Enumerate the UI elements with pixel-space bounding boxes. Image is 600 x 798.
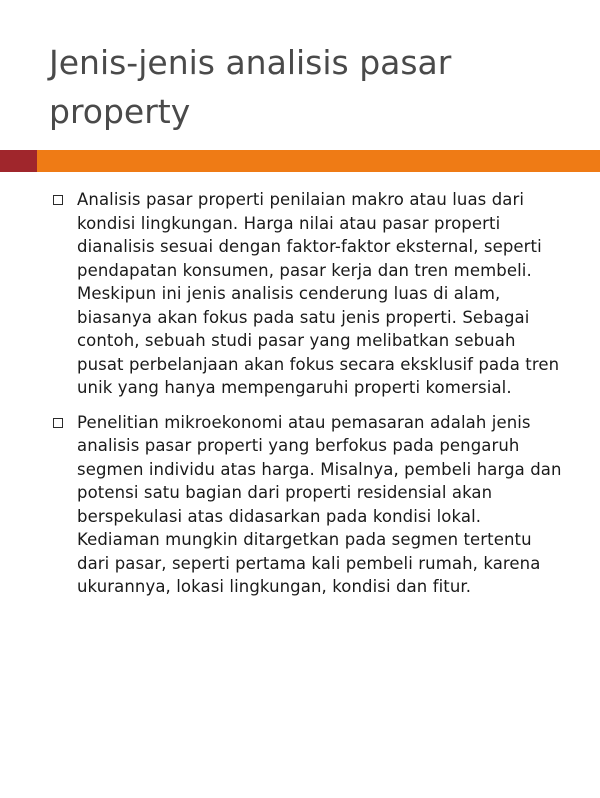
slide-title: Jenis-jenis analisis pasar property <box>49 43 452 131</box>
bullet-text: Penelitian mikroekonomi atau pemasaran adalah jenis analisis pasar properti yang berfokus pada pengaruh segmen individu atas harga. Misalnya, pembeli harga dan potensi satu bagian dari properti residensial akan berspekulasi atas didasarkan pada kondisi lokal. Kediaman mungkin ditargetkan pada segmen tertentu dari pasar, seperti pertama kali pembeli rumah, karena ukurannya, lokasi lingkungan, kondisi dan fitur. <box>77 412 562 596</box>
accent-bar-left <box>0 150 37 172</box>
accent-bar-right <box>37 150 600 172</box>
bullet-text: Analisis pasar properti penilaian makro atau luas dari kondisi lingkungan. Harga nilai atau pasar properti dianalisis sesuai dengan faktor-faktor eksternal, seperti pendapatan konsumen, pasar kerja dan tren membeli. Meskipun ini jenis analisis cenderung luas di alam, biasanya akan fokus pada satu jenis properti. Sebagai contoh, sebuah studi pasar yang melibatkan sebuah pusat perbelanjaan akan fokus secara eksklusif pada tren unik yang hanya mempengaruhi properti komersial. <box>77 190 560 397</box>
hollow-square-bullet-icon <box>53 418 63 428</box>
bullet-item <box>53 188 563 400</box>
hollow-square-bullet-icon <box>53 195 63 205</box>
bullet-item <box>53 411 563 599</box>
slide-body <box>53 188 563 610</box>
